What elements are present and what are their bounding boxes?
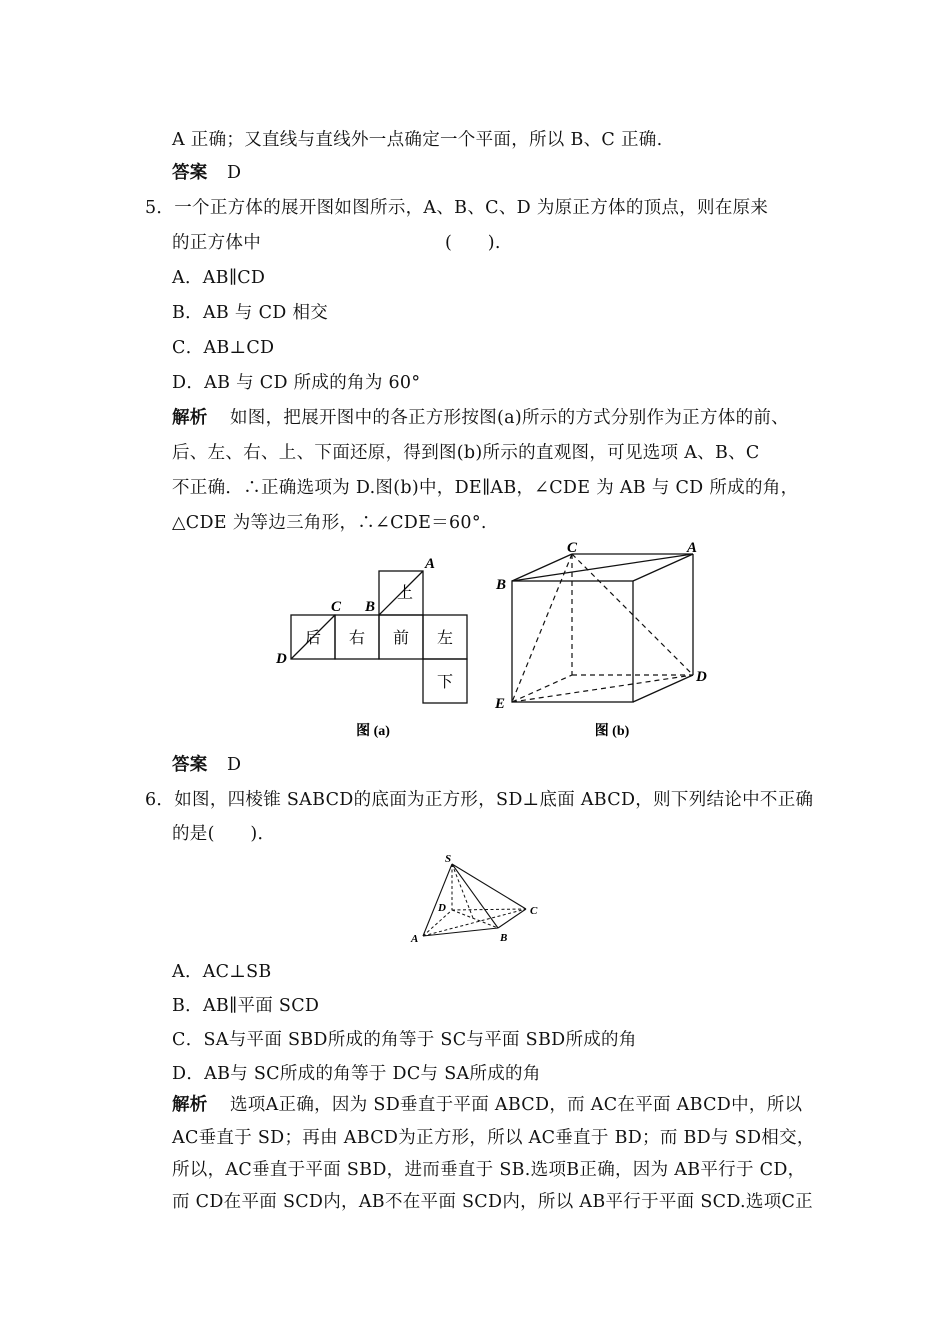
option-d: D．AB与 SC所成的角等于 DC与 SA所成的角 <box>172 1064 541 1084</box>
question-5-paren: ( ). <box>445 233 501 253</box>
analysis-line: 后、左、右、上、下面还原，得到图(b)所示的直观图，可见选项 A、B、C <box>172 443 760 463</box>
face-label: 右 <box>348 630 366 647</box>
question-6-stem-cont: 的是( )． <box>172 824 276 844</box>
point-label: S <box>445 853 452 865</box>
point-label: B <box>365 599 376 615</box>
point-label: B <box>500 932 508 944</box>
text-line: A 正确；又直线与直线外一点确定一个平面，所以 B、C 正确. <box>172 130 663 150</box>
answer-label: 答案 <box>172 755 208 775</box>
analysis-line: 所以，AC垂直于平面 SBD，进而垂直于 SB.选项B正确，因为 AB平行于 CD， <box>172 1160 806 1180</box>
figure-caption: 图 (a) <box>356 724 390 739</box>
point-label: D <box>276 651 287 667</box>
point-label: C <box>567 540 578 556</box>
option-c: C．AB⊥CD <box>172 338 275 358</box>
answer-value: D <box>227 163 242 183</box>
point-label: D <box>696 669 707 685</box>
analysis-line: 选项A正确，因为 SD垂直于平面 ABCD，而 AC在平面 ABCD中，所以 <box>230 1095 803 1115</box>
option-d: D．AB 与 CD 所成的角为 60° <box>172 373 421 393</box>
option-b: B．AB∥平面 SCD <box>172 996 320 1016</box>
pyramid-figure <box>405 850 550 955</box>
point-label: E <box>495 696 506 712</box>
question-5-stem-cont: 的正方体中 <box>172 233 261 253</box>
point-label: A <box>411 933 419 945</box>
point-label: D <box>438 902 446 914</box>
analysis-line: 不正确．∴正确选项为 D.图(b)中，DE∥AB，∠CDE 为 AB 与 CD 所成的角， <box>172 478 799 498</box>
face-label: 左 <box>436 630 454 647</box>
face-label: 下 <box>436 674 454 691</box>
point-label: A <box>425 556 436 572</box>
analysis-line: 如图，把展开图中的各正方形按图(a)所示的方式分别作为正方体的前、 <box>230 408 789 428</box>
face-label: 后 <box>304 630 322 647</box>
analysis-line: △CDE 为等边三角形，∴∠CDE＝60°. <box>172 513 487 533</box>
analysis-line: AC垂直于 SD；再由 ABCD为正方形，所以 AC垂直于 BD；而 BD与 SD相交， <box>172 1128 815 1148</box>
point-label: B <box>496 577 507 593</box>
face-label: 前 <box>392 630 410 647</box>
analysis-label: 解析 <box>172 408 208 428</box>
point-label: C <box>331 599 342 615</box>
answer-label: 答案 <box>172 163 208 183</box>
cube-figure <box>490 540 730 745</box>
point-label: C <box>530 905 538 917</box>
option-a: A．AB∥CD <box>172 268 266 288</box>
figure-caption: 图 (b) <box>594 724 630 739</box>
question-6-stem: 6．如图，四棱锥 SABCD的底面为正方形，SD⊥底面 ABCD，则下列结论中不正确 <box>145 790 814 810</box>
cube-net-figure <box>270 545 475 745</box>
point-label: A <box>687 540 698 556</box>
option-a: A．AC⊥SB <box>172 962 272 982</box>
analysis-label: 解析 <box>172 1095 208 1115</box>
option-c: C．SA与平面 SBD所成的角等于 SC与平面 SBD所成的角 <box>172 1030 637 1050</box>
question-5-stem: 5．一个正方体的展开图如图所示，A、B、C、D 为原正方体的顶点，则在原来 <box>145 198 769 218</box>
analysis-line: 而 CD在平面 SCD内，AB不在平面 SCD内，所以 AB平行于平面 SCD.选项C正 <box>172 1192 813 1212</box>
face-label: 上 <box>396 585 414 602</box>
option-b: B．AB 与 CD 相交 <box>172 303 329 323</box>
answer-value: D <box>227 755 242 775</box>
